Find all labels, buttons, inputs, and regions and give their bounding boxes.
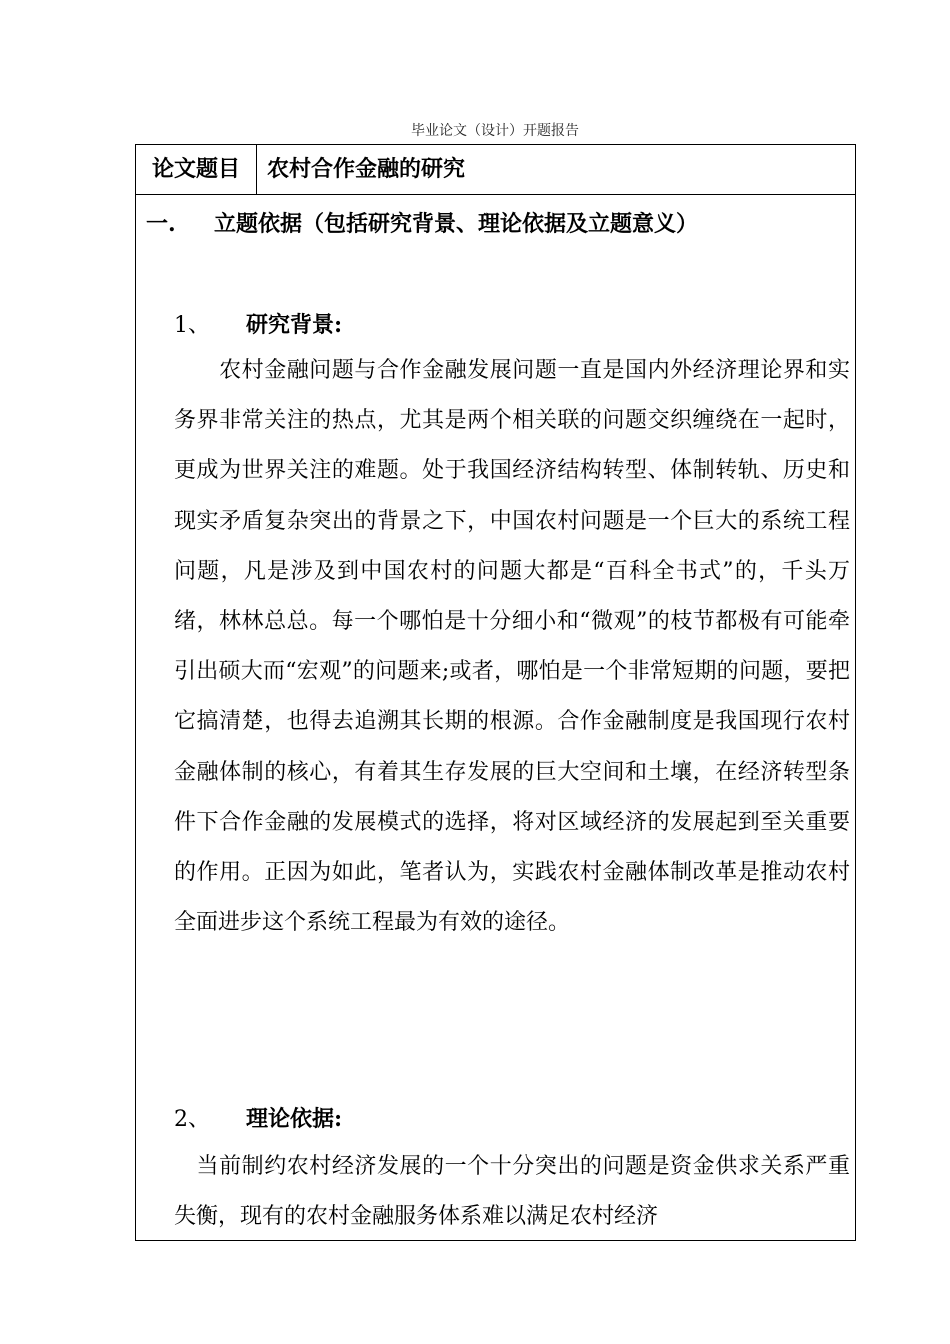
subsection-heading-background xyxy=(174,308,342,339)
thesis-title-label: 论文题目 xyxy=(136,145,257,194)
thesis-title-row xyxy=(136,145,855,195)
section-number: 一. xyxy=(146,211,176,237)
background-paragraph: 农村金融问题与合作金融发展问题一直是国内外经济理论界和实务界非常关注的热点，尤其是两个相关联的问题交织缠绕在一起时，更成为世界关注的难题。处于我国经济结构转型、体制转轨、历史和现实矛盾复杂突出的背景之下，中国农村问题是一个巨大的系统工程问题，凡是涉及到中国农村的问题大都是“百科全书式”的，千头万绪，林林总总。每一个哪怕是十分细小和“微观”的枝节都极有可能牵引出硕大而“宏观”的问题来;或者，哪怕是一个非常短期的问题，要把它搞清楚，也得去追溯其长期的根源。合作金融制度是我国现行农村金融体制的核心，有着其生存发展的巨大空间和土壤，在经济转型条件下合作金融的发展模式的选择，将对区域经济的发展起到至关重要的作用。正因为如此，笔者认为，实践农村金融体制改革是推动农村全面进步这个系统工程最为有效的途径。 xyxy=(174,358,850,936)
report-header-title: 毕业论文（设计）开题报告 xyxy=(411,123,579,139)
section-title: 立题依据（包括研究背景、理论依据及立题意义） xyxy=(214,211,699,237)
subsection-number: 1、 xyxy=(174,313,210,338)
subsection-heading-theory xyxy=(174,1102,342,1133)
theory-paragraph: 当前制约农村经济发展的一个十分突出的问题是资金供求关系严重失衡，现有的农村金融服务体系难以满足农村经济 xyxy=(174,1154,850,1230)
subsection-label: 研究背景: xyxy=(246,312,343,338)
thesis-title-value: 农村合作金融的研究 xyxy=(267,156,466,182)
report-form-frame xyxy=(135,144,856,1241)
subsection-label: 理论依据: xyxy=(246,1106,343,1132)
section-heading-basis xyxy=(146,207,698,238)
subsection-number: 2、 xyxy=(174,1107,210,1132)
